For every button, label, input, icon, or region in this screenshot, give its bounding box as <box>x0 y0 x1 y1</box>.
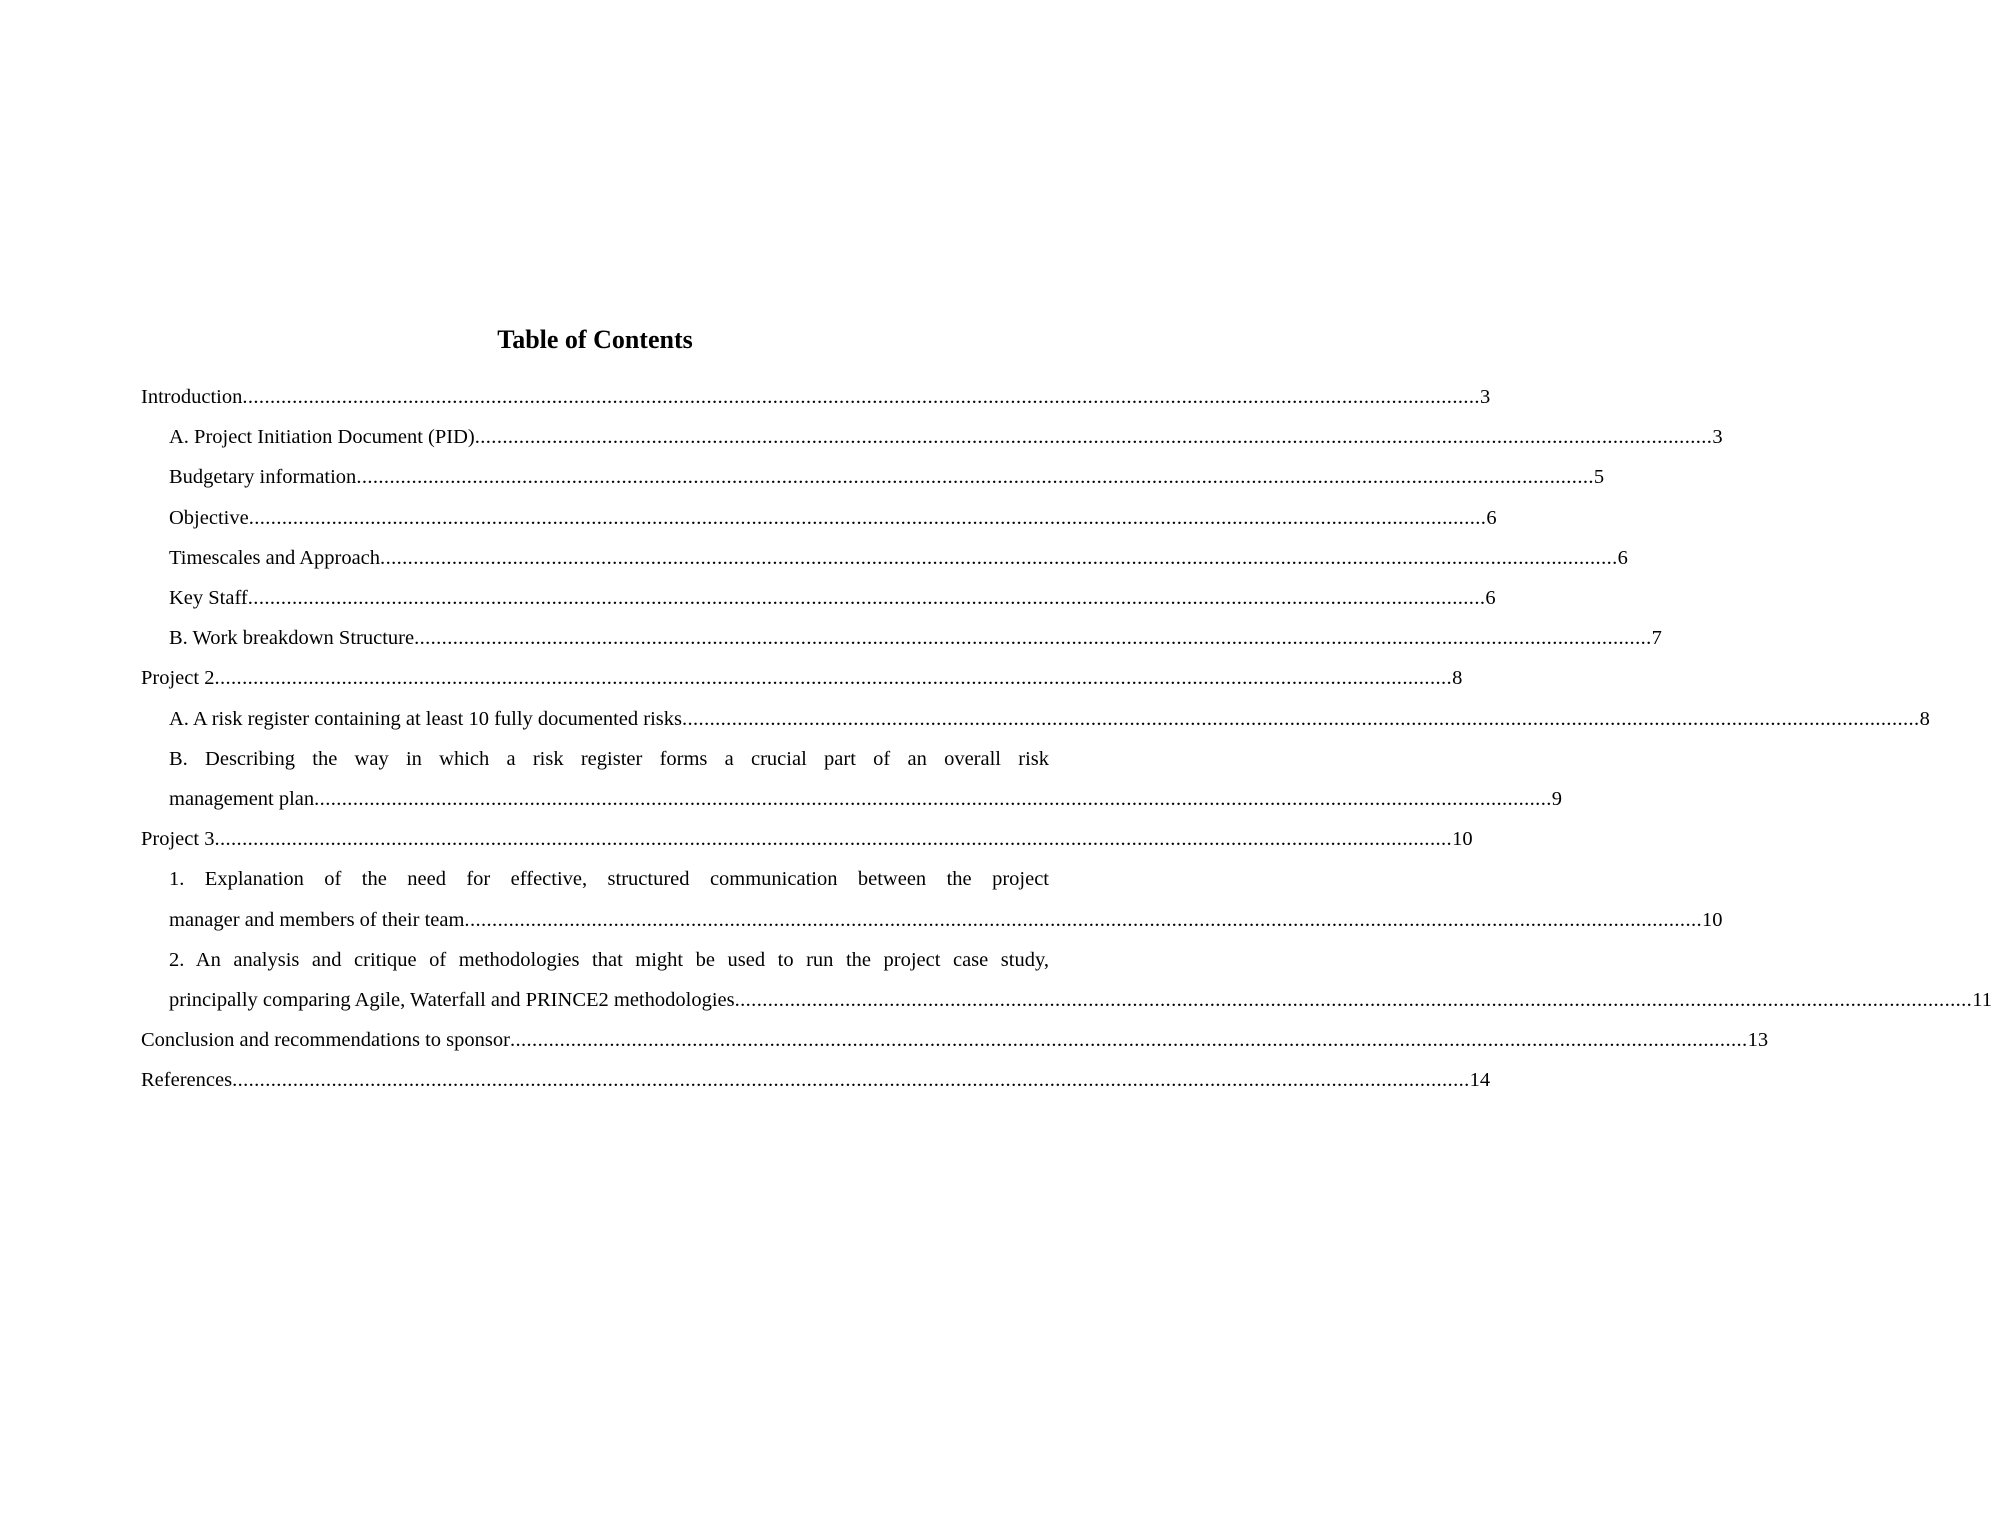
dot-leader: ................................................................................................................................................................................................................................ <box>248 506 1487 529</box>
toc-page-number: 10 <box>1702 908 1723 931</box>
toc-entry-label: References <box>141 1069 233 1092</box>
toc-entry-label-line: principally comparing Agile, Waterfall and PRINCE2 methodologies <box>169 989 735 1012</box>
toc-entry-last-line <box>169 980 1992 1020</box>
toc-entry-label-line: 1. Explanation of the need for effective, structured communication between the project <box>169 868 1049 891</box>
toc-entry-key-staff[interactable] <box>141 578 1496 618</box>
toc-entry-label: A. Project Initiation Document (PID) <box>169 426 475 449</box>
toc-entry-label: Timescales and Approach <box>169 546 381 569</box>
toc-entry-label-line: manager and members of their team <box>169 908 465 931</box>
toc-entry-methodologies-critique[interactable] <box>141 940 1992 1020</box>
toc-entry-budgetary-information[interactable] <box>141 457 1605 497</box>
toc-entry-label: Conclusion and recommendations to sponsor <box>141 1029 510 1052</box>
toc-page-number: 8 <box>1452 667 1463 690</box>
toc-entry-label-line: 2. An analysis and critique of methodologies that might be used to run the project case study, <box>169 948 1049 971</box>
toc-page-number: 3 <box>1479 386 1491 408</box>
toc-page-number: 7 <box>1651 627 1662 650</box>
toc-page-number: 3 <box>1712 426 1723 449</box>
dot-leader: ................................................................................................................................................................................................................................ <box>509 1029 1748 1052</box>
toc-entry-label: Introduction <box>141 386 243 408</box>
toc-entry-label: Project 2 <box>141 667 215 690</box>
toc-entry-structured-communication[interactable] <box>141 859 1723 939</box>
dot-leader: ................................................................................................................................................................................................................................ <box>734 989 1973 1012</box>
dot-leader: ................................................................................................................................................................................................................................ <box>356 466 1594 489</box>
dot-leader: ................................................................................................................................................................................................................................ <box>380 546 1618 569</box>
dot-leader: ................................................................................................................................................................................................................................ <box>247 587 1486 610</box>
toc-entry-last-line <box>169 779 1563 819</box>
toc-page-number: 10 <box>1452 828 1473 851</box>
toc-entry-timescales-and-approach[interactable] <box>141 538 1628 578</box>
toc-entry-last-line <box>169 900 1723 940</box>
dot-leader: ................................................................................................................................................................................................................................ <box>214 667 1453 690</box>
toc-entry-conclusion[interactable] <box>141 1020 1769 1060</box>
toc-entry-label: B. Work breakdown Structure <box>169 627 415 650</box>
toc-entry-project-3[interactable] <box>141 819 1473 859</box>
toc-page-number: 13 <box>1747 1029 1769 1052</box>
dot-leader: ................................................................................................................................................................................................................................ <box>414 627 1652 650</box>
dot-leader: ................................................................................................................................................................................................................................ <box>242 386 1480 408</box>
toc-entry-label-line: management plan <box>169 788 315 811</box>
toc-entry-project-initiation-document[interactable] <box>141 417 1723 457</box>
toc-entry-label: Key Staff <box>169 587 248 610</box>
toc-entry-label: Project 3 <box>141 828 215 851</box>
dot-leader: ................................................................................................................................................................................................................................ <box>232 1069 1470 1092</box>
toc-entry-references[interactable] <box>141 1060 1491 1100</box>
toc-entry-label: A. A risk register containing at least 10 fully documented risks <box>169 707 682 730</box>
toc-entry-risk-register[interactable] <box>141 699 1930 739</box>
dot-leader: ................................................................................................................................................................................................................................ <box>214 828 1453 851</box>
table-of-contents <box>141 377 1992 1101</box>
toc-entry-introduction[interactable] <box>141 377 1491 417</box>
toc-title: Table of Contents <box>497 325 693 354</box>
toc-page-number: 14 <box>1469 1069 1491 1092</box>
toc-entry-project-2[interactable] <box>141 658 1463 698</box>
toc-page-number: 8 <box>1919 707 1930 730</box>
dot-leader: ................................................................................................................................................................................................................................ <box>681 707 1920 730</box>
dot-leader: ................................................................................................................................................................................................................................ <box>474 426 1713 449</box>
toc-entry-objective[interactable] <box>141 498 1497 538</box>
toc-entry-label: Objective <box>169 506 249 529</box>
toc-page-number: 6 <box>1485 587 1496 610</box>
toc-page-number: 6 <box>1486 506 1497 529</box>
toc-page-number: 11 <box>1972 989 1992 1012</box>
toc-page-number: 9 <box>1551 788 1563 811</box>
toc-page-number: 6 <box>1617 546 1628 569</box>
toc-entry-label: Budgetary information <box>169 466 357 489</box>
toc-entry-risk-management-plan[interactable] <box>141 739 1563 819</box>
toc-page-number: 5 <box>1593 466 1605 489</box>
toc-entry-label-line: B. Describing the way in which a risk register forms a crucial part of an overall risk <box>169 747 1049 770</box>
toc-entry-work-breakdown-structure[interactable] <box>141 618 1662 658</box>
dot-leader: ................................................................................................................................................................................................................................ <box>464 908 1703 931</box>
dot-leader: ................................................................................................................................................................................................................................ <box>314 788 1552 811</box>
